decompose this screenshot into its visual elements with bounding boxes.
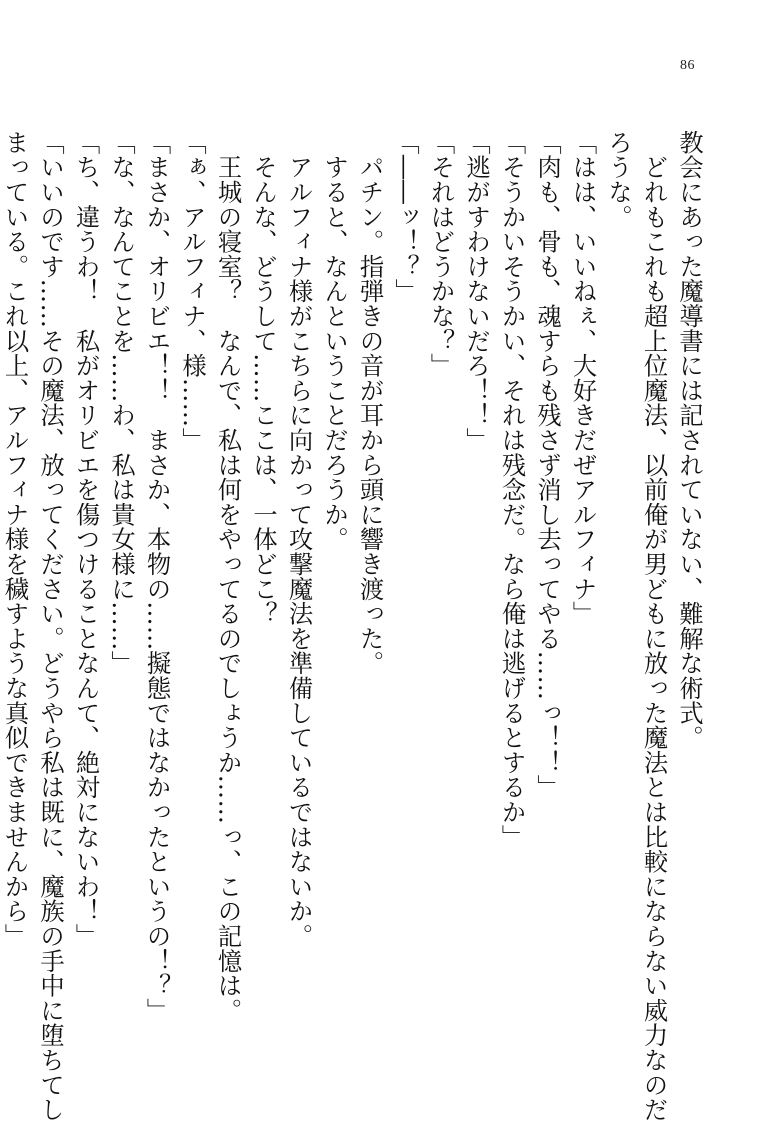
text-line: 「な、なんてことを……わ、私は貴女様に……」 [107,130,136,676]
text-line: どれもこれも超上位魔法、以前俺が男どもに放った魔法とは比較にならない威力なのだ [639,130,669,1122]
text-line: 「はは、いいねぇ、大好きだぜアルフィナ」 [568,130,598,626]
text-line: そんな、どうして……ここは、一体どこ？ [249,130,278,626]
text-line: 「――ッ！？」 [391,130,420,304]
text-line: まっている。これ以上、アルフィナ様を穢すような真似できませんから」 [0,130,30,949]
text-line: 「まさか、オリビエ！！ まさか、本物の……擬態ではなかったというの！？」 [142,130,172,1023]
text-line: 教会にあった魔導書には記されていない、難解な術式。 [675,130,704,750]
text-line: アルフィナ様がこちらに向かって攻撃魔法を準備しているではないか。 [284,130,314,949]
text-line: 「そうかいそうかい、それは残念だ。なら俺は逃げるとするか」 [497,130,527,850]
text-line: 「肉も、骨も、魂すらも残さず消し去ってやる……っ！！」 [533,130,562,800]
text-line: すると、なんということだろうか。 [320,130,349,552]
text-line: 「ぁ、アルフィナ、様……」 [178,130,207,453]
text-line: ろうな。 [604,130,633,230]
text-line: 「いいのです……その魔法、放ってください。どうやら私は既に、魔族の手中に堕ちてし [36,130,65,1122]
text-line: 「それはどうかな？」 [426,130,456,378]
text-line: 「ち、違うわ！ 私がオリビエを傷つけることなんて、絶対にないわ！」 [71,130,101,949]
text-line: 王城の寝室？ なんで、私は何をやってるのでしょうか……っ、この記憶は。 [213,130,243,1023]
page-number: 86 [680,58,695,73]
text-line: パチン。指弾きの音が耳から頭に響き渡った。 [355,130,385,676]
vertical-text-body [0,130,707,1122]
text-line: 「逃がすわけないだろ！！」 [462,130,491,453]
